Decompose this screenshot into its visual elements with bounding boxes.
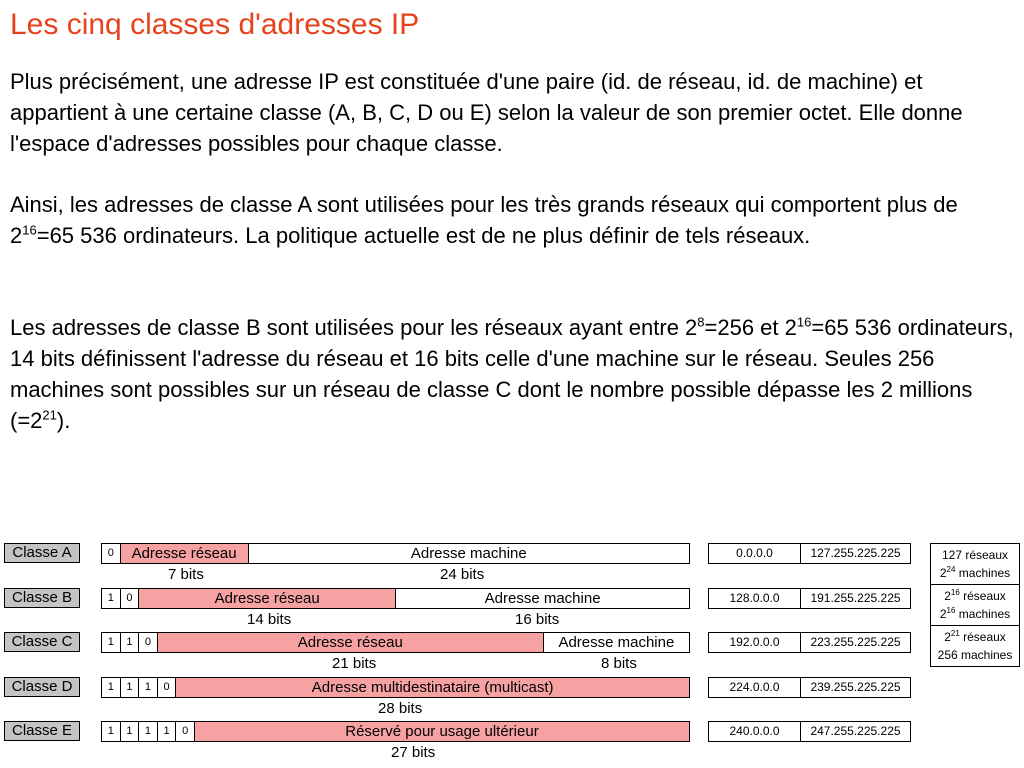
prefix-bit: 1 (102, 589, 121, 608)
prefix-bit: 1 (139, 678, 158, 697)
prefix-bit: 1 (102, 678, 121, 697)
prefix-bit: 1 (158, 722, 177, 741)
class-e-range (708, 721, 911, 742)
prefix-bit: 1 (139, 722, 158, 741)
range-start: 224.0.0.0 (709, 678, 801, 697)
range-end: 223.255.225.225 (810, 635, 901, 649)
prefix-bit: 0 (102, 544, 121, 563)
host-bits: 16 bits (515, 611, 560, 628)
class-c-range (708, 632, 911, 653)
class-b-paragraph: Les adresses de classe B sont utilisées pour les réseaux ayant entre $2^8=256$ et $2^{16}=65$ 536 ordinateurs, 14 bits définissent l'adresse du réseau et 16 bits celle d'une machine sur le réseau. Seules 256 machines sont possibles sur un réseau de classe C dont le nombre possible dépasse les 2 millions $(=2^{21})$. (10, 314, 1014, 433)
network-field: Adresse réseau (139, 589, 396, 608)
prefix-bit: 0 (158, 678, 177, 697)
class-a-range (708, 543, 911, 564)
network-bits: 7 bits (168, 566, 204, 583)
prefix-bit: 1 (121, 678, 140, 697)
network-field: Adresse réseau (121, 544, 249, 563)
class-e-bitfield (101, 721, 690, 742)
multicast-bits: 28 bits (378, 700, 423, 717)
reserved-field: Réservé pour usage ultérieur (195, 722, 689, 741)
range-start: 240.0.0.0 (709, 722, 801, 741)
capacity-box (930, 543, 1020, 667)
prefix-bit: 0 (139, 633, 158, 652)
host-field: Adresse machine (558, 634, 675, 651)
range-end: 191.255.225.225 (810, 591, 901, 605)
class-b-bitfield (101, 588, 690, 609)
prefix-bit: 1 (102, 633, 121, 652)
prefix-bit: 1 (102, 722, 121, 741)
network-field: Adresse réseau (158, 633, 544, 652)
class-d-range (708, 677, 911, 698)
class-b-range (708, 588, 911, 609)
class-e-label: Classe E (4, 721, 80, 741)
prefix-bit: 1 (121, 722, 140, 741)
prefix-bit: 0 (121, 589, 140, 608)
host-bits: 8 bits (601, 655, 637, 672)
page-title: Les cinq classes d'adresses IP (10, 8, 420, 41)
host-field: Adresse machine (410, 545, 527, 562)
reserved-bits: 27 bits (391, 744, 436, 761)
class-a-capacity: 127 réseaux $2^{24}$ machines (931, 544, 1019, 585)
range-end: 239.255.225.225 (810, 680, 901, 694)
host-bits: 24 bits (440, 566, 485, 583)
class-b-capacity: $2^{16}$ réseaux $2^{16}$ machines (931, 585, 1019, 626)
network-bits: 14 bits (247, 611, 292, 628)
network-bits: 21 bits (332, 655, 377, 672)
class-b-label: Classe B (4, 588, 80, 608)
range-end: 127.255.225.225 (810, 546, 901, 560)
class-a-paragraph: Ainsi, les adresses de classe A sont utilisées pour les très grands réseaux qui comportent plus de $2^{16}=65$ 536 ordinateurs. La politique actuelle est de ne plus définir de tels réseaux. (10, 192, 958, 248)
intro-paragraph: Plus précisément, une adresse IP est constituée d'une paire (id. de réseau, id. de machine) et appartient à une certaine classe (A, B, C, D ou E) selon la valeur de son premier octet. Elle donne l'espace d'adresses possibles pour chaque classe. (10, 69, 963, 156)
prefix-bit: 1 (121, 633, 140, 652)
range-start: 128.0.0.0 (709, 589, 801, 608)
range-end: 247.255.225.225 (810, 724, 901, 738)
class-c-capacity: $2^{21}$ réseaux 256 machines (937, 629, 1013, 662)
class-d-label: Classe D (4, 677, 80, 697)
class-c-bitfield (101, 632, 690, 653)
range-start: 192.0.0.0 (709, 633, 801, 652)
prefix-bit: 0 (176, 722, 195, 741)
class-a-bitfield (101, 543, 690, 564)
host-field: Adresse machine (484, 590, 601, 607)
class-a-label: Classe A (4, 543, 80, 563)
class-d-bitfield (101, 677, 690, 698)
range-start: 0.0.0.0 (709, 544, 801, 563)
multicast-field: Adresse multidestinataire (multicast) (176, 678, 689, 697)
class-c-label: Classe C (4, 632, 80, 652)
